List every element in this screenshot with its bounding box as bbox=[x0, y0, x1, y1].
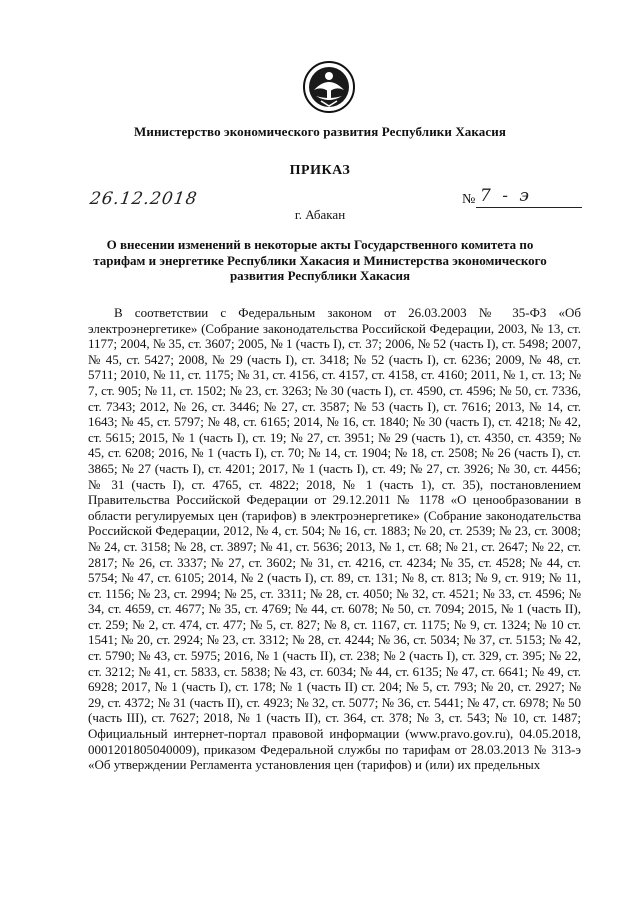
document-type: ПРИКАЗ bbox=[289, 163, 351, 178]
republic-of-khakassia-coat-of-arms-icon bbox=[302, 60, 356, 114]
handwritten-number: 7 - э bbox=[480, 186, 532, 206]
ministry-name: Министерство экономического развития Республики Хакасия bbox=[133, 124, 506, 139]
body-paragraph: В соответствии с Федеральным законом от 26.03.2003 № 35-ФЗ «Об электроэнергетике» (Собрание законодательства Российской Федерации, 2003, № 13, ст. 1177; 2004, № 35, ст. 3607; 2005, № 1 (часть I), ст. 37; 2006, № 52 (часть I), ст. 5498; 2007, № 45, ст. 5427; 2008, № 29 (часть I), ст. 3418; № 52 (часть I), ст. 6236; 2009, № 48, ст. 5711; 2010, № 11, ст. 1175; № 31, ст. 4156, ст. 4157, ст. 4158, ст. 4160; 2011, № 1, ст. 13; № 7, ст. 905; № 11, ст. 1502; № 23, ст. 3263; № 30 (часть I), ст. 4590, ст. 4596; № 50, ст. 7336, ст. 7343; 2012, № 26, ст. 3446; № 27, ст. 3587; № 53 (часть I), ст. 7616; 2013, № 14, ст. 1643; № 45, ст. 5797; № 48, ст. 6165; 2014, № 16, ст. 1840; № 30 (часть I), ст. 4218; № 42, ст. 5615; 2015, № 1 (часть I), ст. 19; № 27, ст. 3951; № 29 (часть 1), ст. 4350, ст. 4359; № 45, ст. 6208; 2016, № 1 (часть I), ст. 70; № 14, ст. 1904; № 18, ст. 2508; № 26 (часть I), ст. 3865; № 27 (часть I), ст. 4201; 2017, № 1 (часть I), ст. 49; № 27, ст. 3926; № 30, ст. 4456; № 31 (часть I), ст. 4765, ст. 4822; 2018, № 1 (часть 1), ст. 35), постановлением Правительства Российской Федерации от 29.12.2011 № 1178 «О ценообразовании в области регулируемых цен (тарифов) в электроэнергетике» (Собрание законодательства Российской Федерации, 2012, № 4, ст. 504; № 16, ст. 1883; № 20, ст. 2539; № 23, ст. 3008; № 24, ст. 3158; № 28, ст. 3897; № 41, ст. 5636; 2013, № 1, ст. 68; № 21, ст. 2647; № 22, ст. 2817; № 26, ст. 3337; № 27, ст. 3602; № 31, ст. 4216, ст. 4234; № 35, ст. 4528; № 44, ст. 5754; № 47, ст. 6105; 2014, № 2 (часть I), ст. 89, ст. 131; № 8, ст. 813; № 9, ст. 919; № 11, ст. 1156; № 23, ст. 2994; № 25, ст. 3311; № 28, ст. 4050; № 32, ст. 4521; № 33, ст. 4596; № 34, ст. 4659, ст. 4677; № 35, ст. 4769; № 44, ст. 6078; № 50, ст. 7094; 2015, № 1 (часть II), ст. 259; № 2, ст. 474, ст. 477; № 5, ст. 827; № 8, ст. 1167, ст. 1175; № 9, ст. 1324; № 10 ст. 1541; № 20, ст. 2924; № 23, ст. 3312; № 28, ст. 4244; № 36, ст. 5034; № 37, ст. 5153; № 42, ст. 5790; № 43, ст. 5975; 2016, № 1 (часть II), ст. 238; № 2 (часть I), ст. 329, ст. 395; № 22, ст. 3212; № 41, ст. 5833, ст. 5838; № 43, ст. 6034; № 44, ст. 6135; № 47, ст. 6641; № 49, ст. 6928; 2017, № 1 (часть I), ст. 178; № 1 (часть II) ст. 204; № 5, ст. 793; № 20, ст. 2927; № 29, ст. 4372; № 31 (часть II), ст. 4923; № 32, ст. 5077; № 36, ст. 5441; № 47, ст. 6978; № 50 (часть III), ст. 7627; 2018, № 1 (часть II), ст. 364, ст. 378; № 3, ст. 543; № 10, ст. 1487; Официальный интернет-портал правовой информации (www.pravo.gov.ru), 04.05.2018, 0001201805040009), приказом Федеральной службы по тарифам от 28.03.2013 № 313-э «Об утверждении Регламента установления цен (тарифов) и (или) их предельных bbox=[88, 305, 581, 773]
city: г. Абакан bbox=[294, 207, 346, 222]
handwritten-date: 26.12.2018 bbox=[88, 189, 199, 209]
number-label: № bbox=[462, 192, 476, 207]
document-subject: О внесении изменений в некоторые акты Государственного комитета по тарифам и энергетике Республики Хакасия и Министерства экономического развития Республики Хакасия bbox=[93, 237, 547, 283]
